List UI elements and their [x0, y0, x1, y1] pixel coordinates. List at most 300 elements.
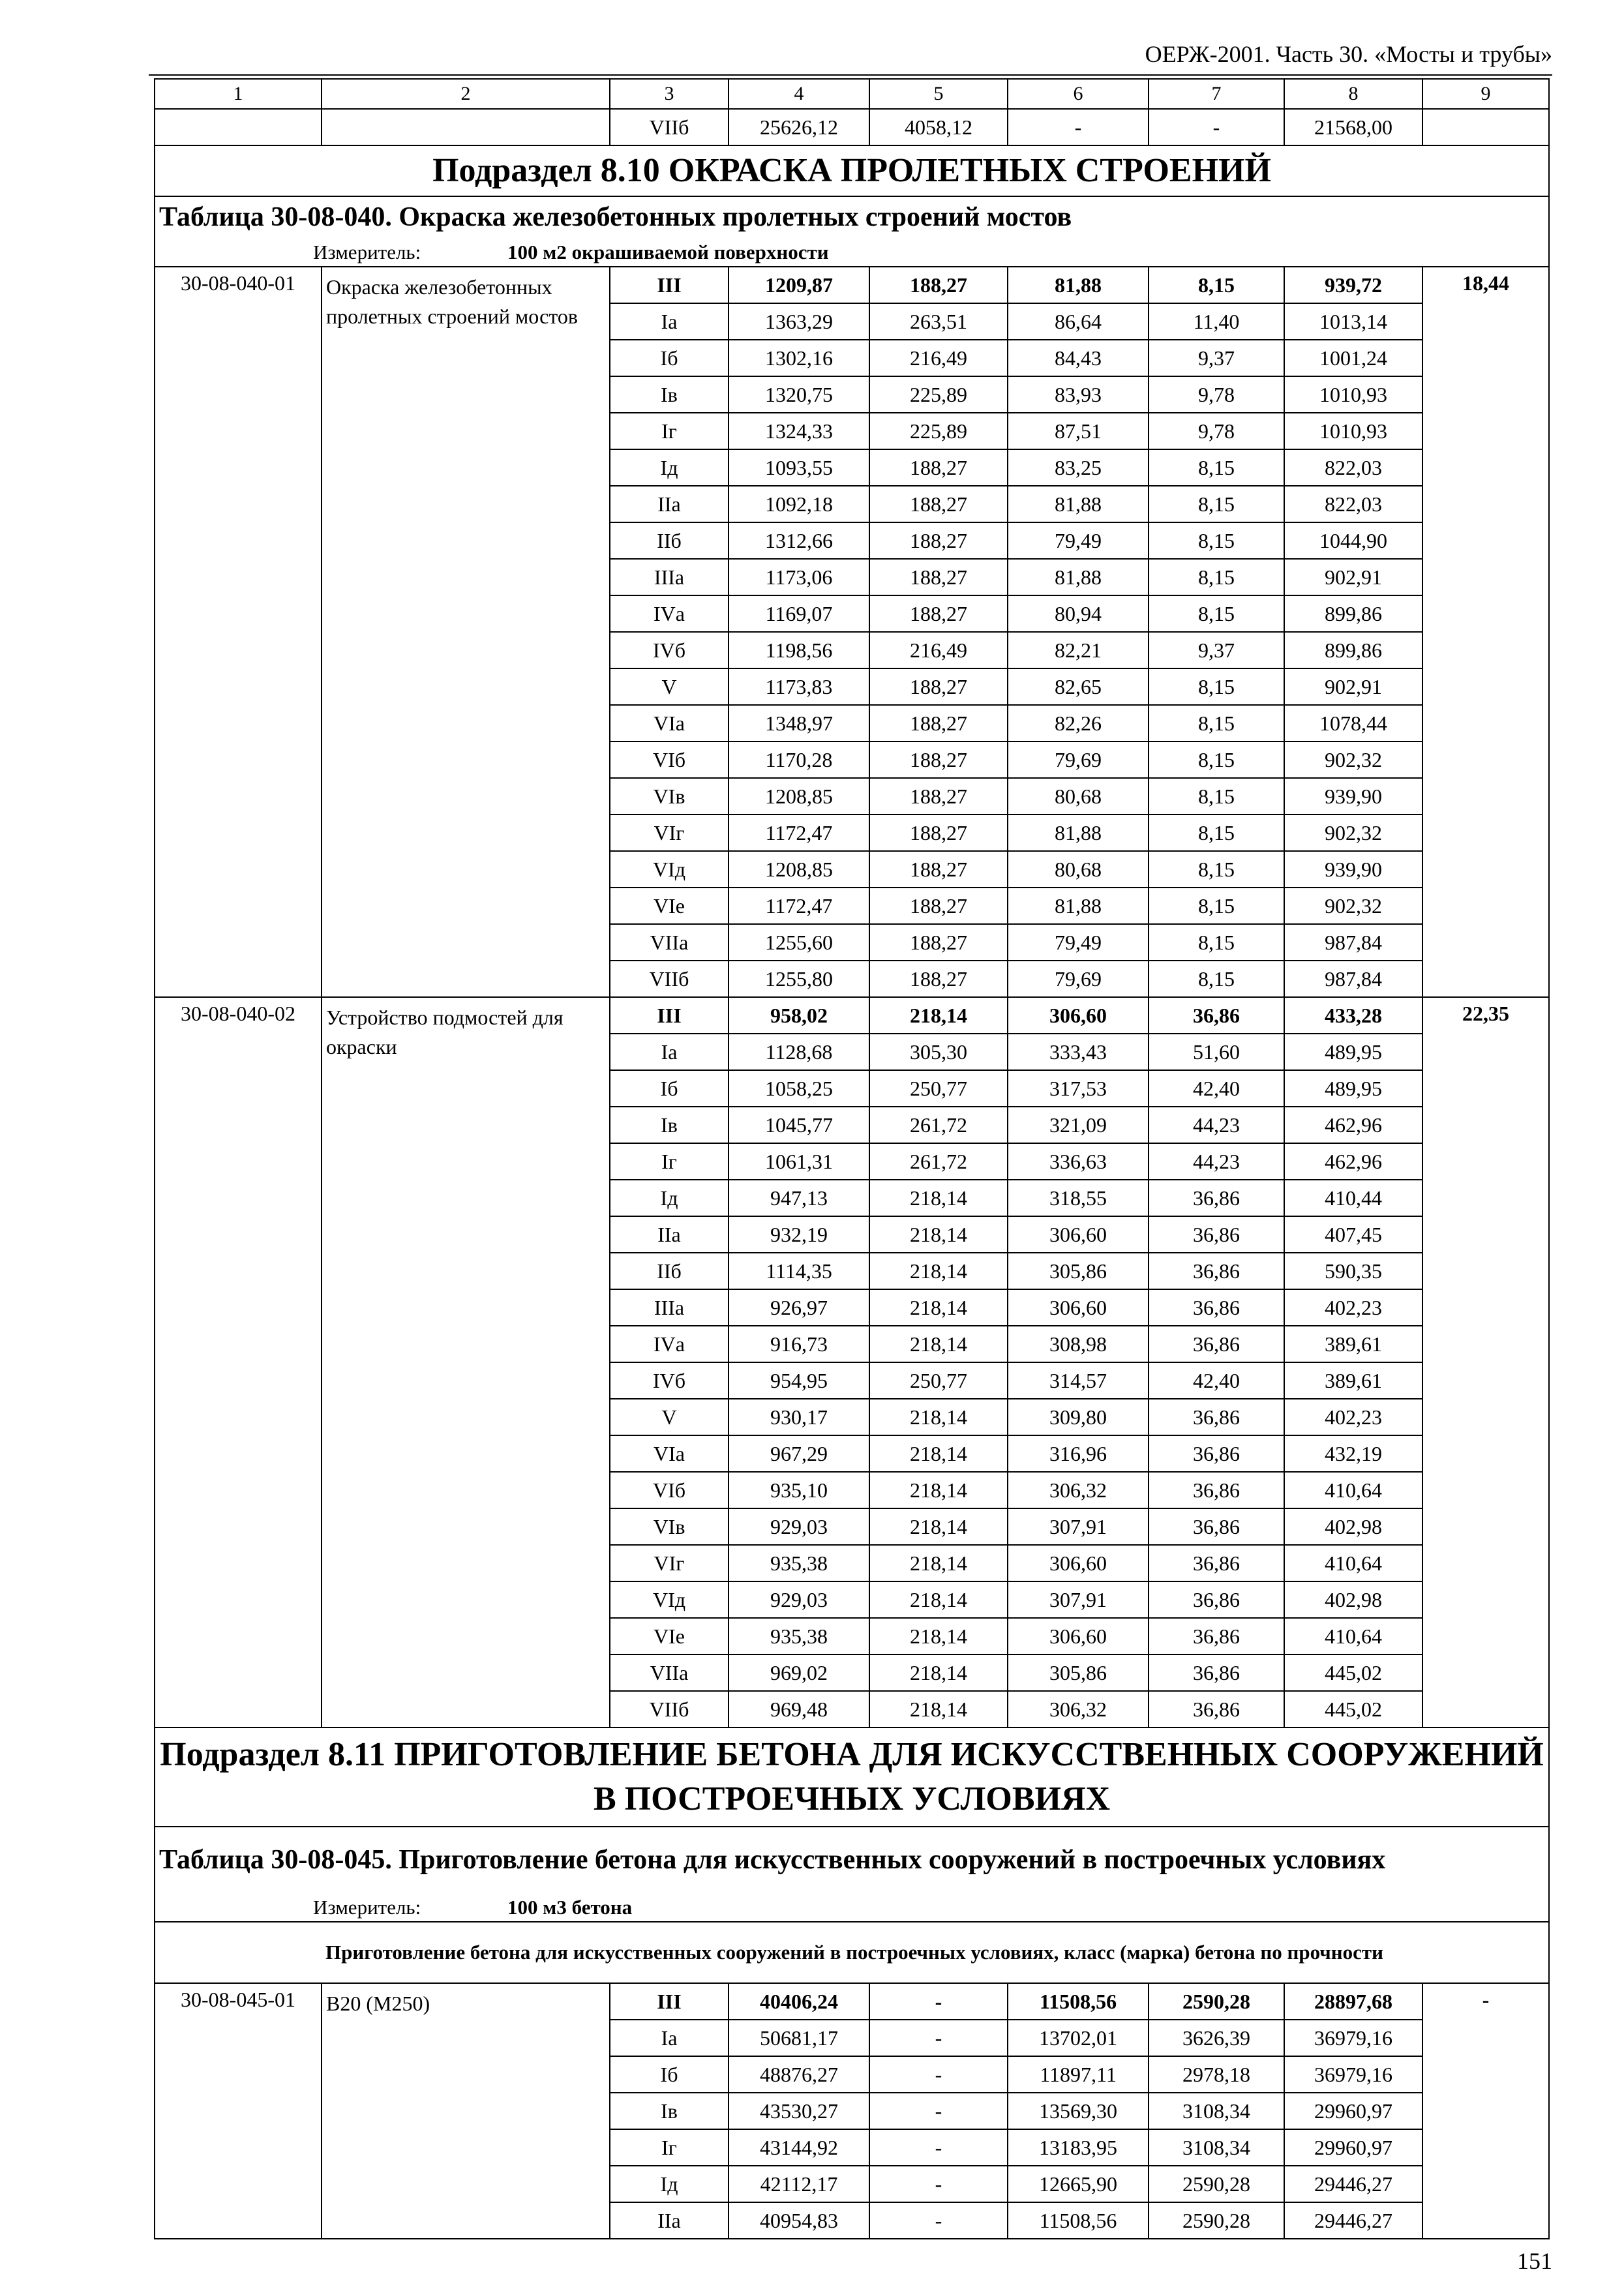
- value-cell: 305,86: [1008, 1253, 1149, 1289]
- value-cell: -: [869, 2166, 1008, 2202]
- value-cell: 1255,60: [729, 924, 869, 961]
- value-cell: 307,91: [1008, 1581, 1149, 1618]
- value-cell: 987,84: [1284, 924, 1422, 961]
- column-number: 1: [155, 79, 322, 109]
- value-cell: 926,97: [729, 1289, 869, 1326]
- value-cell: 36,86: [1149, 1508, 1284, 1545]
- value-cell: 188,27: [869, 778, 1008, 815]
- value-cell: 218,14: [869, 1289, 1008, 1326]
- value-cell: 822,03: [1284, 486, 1422, 522]
- value-cell: 188,27: [869, 705, 1008, 741]
- zone-cell: VIб: [610, 1472, 729, 1508]
- value-cell: 218,14: [869, 1654, 1008, 1691]
- value-cell: -: [869, 2056, 1008, 2093]
- value-cell: 318,55: [1008, 1180, 1149, 1216]
- value-cell: 83,25: [1008, 449, 1149, 486]
- value-cell: 216,49: [869, 340, 1008, 376]
- zone-cell: III: [610, 997, 729, 1034]
- value-cell: 987,84: [1284, 961, 1422, 997]
- value-cell: 36979,16: [1284, 2020, 1422, 2056]
- zone-cell: IIб: [610, 522, 729, 559]
- value-cell: 306,60: [1008, 1216, 1149, 1253]
- value-cell: 306,60: [1008, 997, 1149, 1034]
- column-number: 2: [322, 79, 610, 109]
- value-cell: 218,14: [869, 997, 1008, 1034]
- measure-cell: [155, 1893, 1549, 1922]
- value-cell: 8,15: [1149, 668, 1284, 705]
- value-cell: 1208,85: [729, 778, 869, 815]
- value-cell: 2590,28: [1149, 2166, 1284, 2202]
- value-cell: 84,43: [1008, 340, 1149, 376]
- value-cell: 40406,24: [729, 1983, 869, 2020]
- value-cell: 86,64: [1008, 303, 1149, 340]
- zone-cell: VIб: [610, 741, 729, 778]
- value-cell: 9,37: [1149, 632, 1284, 668]
- value-cell: 3626,39: [1149, 2020, 1284, 2056]
- value-cell: 967,29: [729, 1435, 869, 1472]
- value-cell: 4058,12: [869, 109, 1008, 145]
- value-cell: 51,60: [1149, 1034, 1284, 1070]
- value-cell: 333,43: [1008, 1034, 1149, 1070]
- value-cell: 36,86: [1149, 1326, 1284, 1362]
- value-cell: 218,14: [869, 1581, 1008, 1618]
- value-cell: 3108,34: [1149, 2093, 1284, 2129]
- value-cell: 935,38: [729, 1618, 869, 1654]
- zone-cell: Iг: [610, 2129, 729, 2166]
- zone-cell: IIа: [610, 1216, 729, 1253]
- value-cell: 42,40: [1149, 1070, 1284, 1107]
- value-cell: 36,86: [1149, 1691, 1284, 1728]
- value-cell: 902,32: [1284, 815, 1422, 851]
- value-cell: 306,60: [1008, 1618, 1149, 1654]
- value-cell: 1173,06: [729, 559, 869, 595]
- value-cell: 389,61: [1284, 1362, 1422, 1399]
- zone-cell: VIIа: [610, 1654, 729, 1691]
- value-cell: 80,94: [1008, 595, 1149, 632]
- value-cell: 188,27: [869, 595, 1008, 632]
- value-cell: 462,96: [1284, 1107, 1422, 1143]
- value-cell: 42,40: [1149, 1362, 1284, 1399]
- value-cell: 36,86: [1149, 997, 1284, 1034]
- zone-cell: IIIа: [610, 1289, 729, 1326]
- value-cell: 8,15: [1149, 267, 1284, 303]
- value-cell: 36,86: [1149, 1654, 1284, 1691]
- value-cell: 958,02: [729, 997, 869, 1034]
- value-cell: 8,15: [1149, 815, 1284, 851]
- price-table: [154, 78, 1550, 2239]
- value-cell: 218,14: [869, 1691, 1008, 1728]
- zone-cell: IIб: [610, 1253, 729, 1289]
- value-cell: 306,32: [1008, 1691, 1149, 1728]
- measure-row: [155, 237, 1549, 267]
- zone-cell: VIд: [610, 1581, 729, 1618]
- item-description: В20 (М250): [322, 1983, 610, 2239]
- value-cell: 489,95: [1284, 1034, 1422, 1070]
- zone-cell: Iд: [610, 1180, 729, 1216]
- value-cell: 306,32: [1008, 1472, 1149, 1508]
- value-cell: 8,15: [1149, 888, 1284, 924]
- measure-label: Измеритель:: [313, 1895, 421, 1919]
- value-cell: 36,86: [1149, 1180, 1284, 1216]
- zone-cell: VIе: [610, 888, 729, 924]
- value-cell: 314,57: [1008, 1362, 1149, 1399]
- value-cell: 916,73: [729, 1326, 869, 1362]
- value-cell: 13183,95: [1008, 2129, 1149, 2166]
- value-cell: 82,65: [1008, 668, 1149, 705]
- table-title-row: [155, 1827, 1549, 1893]
- value-cell: 1312,66: [729, 522, 869, 559]
- header-rule: [149, 74, 1552, 76]
- zone-cell: VIIб: [610, 109, 729, 145]
- value-cell: -: [1008, 109, 1149, 145]
- value-cell: 307,91: [1008, 1508, 1149, 1545]
- zone-cell: IIIа: [610, 559, 729, 595]
- value-cell: 8,15: [1149, 924, 1284, 961]
- value-cell: 13569,30: [1008, 2093, 1149, 2129]
- value-cell: 969,48: [729, 1691, 869, 1728]
- zone-cell: Iв: [610, 376, 729, 413]
- item-extra: 22,35: [1422, 997, 1549, 1728]
- item-description: Окраска железобетонных пролетных строений мостов: [322, 267, 610, 997]
- carry-row: [155, 109, 1549, 145]
- value-cell: 81,88: [1008, 559, 1149, 595]
- value-cell: 316,96: [1008, 1435, 1149, 1472]
- value-cell: 40954,83: [729, 2202, 869, 2239]
- value-cell: 930,17: [729, 1399, 869, 1435]
- value-cell: 1172,47: [729, 815, 869, 851]
- value-cell: 218,14: [869, 1326, 1008, 1362]
- value-cell: 80,68: [1008, 778, 1149, 815]
- caption-row: [155, 1922, 1549, 1983]
- value-cell: 250,77: [869, 1362, 1008, 1399]
- value-cell: 8,15: [1149, 559, 1284, 595]
- zone-cell: V: [610, 668, 729, 705]
- value-cell: 1010,93: [1284, 376, 1422, 413]
- description-cell: [322, 109, 610, 145]
- column-number: 4: [729, 79, 869, 109]
- zone-cell: VIа: [610, 705, 729, 741]
- zone-cell: VIIб: [610, 961, 729, 997]
- value-cell: 188,27: [869, 486, 1008, 522]
- value-cell: 188,27: [869, 267, 1008, 303]
- value-cell: 899,86: [1284, 632, 1422, 668]
- value-cell: 218,14: [869, 1180, 1008, 1216]
- value-cell: 432,19: [1284, 1435, 1422, 1472]
- zone-cell: Iв: [610, 1107, 729, 1143]
- value-cell: 188,27: [869, 924, 1008, 961]
- extra-cell: [1422, 109, 1549, 145]
- value-cell: 462,96: [1284, 1143, 1422, 1180]
- value-cell: 8,15: [1149, 522, 1284, 559]
- value-cell: 305,30: [869, 1034, 1008, 1070]
- value-cell: 305,86: [1008, 1654, 1149, 1691]
- value-cell: 188,27: [869, 668, 1008, 705]
- value-cell: 8,15: [1149, 595, 1284, 632]
- value-cell: 8,15: [1149, 705, 1284, 741]
- value-cell: 1044,90: [1284, 522, 1422, 559]
- caption-spacer: [155, 1922, 322, 1983]
- value-cell: 1128,68: [729, 1034, 869, 1070]
- value-cell: 80,68: [1008, 851, 1149, 888]
- zone-cell: VIг: [610, 1545, 729, 1581]
- value-cell: 79,49: [1008, 924, 1149, 961]
- value-cell: 1320,75: [729, 376, 869, 413]
- zone-cell: IIа: [610, 486, 729, 522]
- value-cell: 899,86: [1284, 595, 1422, 632]
- value-cell: 1001,24: [1284, 340, 1422, 376]
- value-cell: 402,98: [1284, 1508, 1422, 1545]
- column-number: 9: [1422, 79, 1549, 109]
- value-cell: 939,90: [1284, 778, 1422, 815]
- value-cell: 11508,56: [1008, 2202, 1149, 2239]
- value-cell: 1061,31: [729, 1143, 869, 1180]
- zone-cell: IVа: [610, 1326, 729, 1362]
- value-cell: 218,14: [869, 1472, 1008, 1508]
- zone-cell: VIа: [610, 1435, 729, 1472]
- value-cell: 218,14: [869, 1545, 1008, 1581]
- value-cell: 36,86: [1149, 1216, 1284, 1253]
- column-number-row: [155, 79, 1549, 109]
- value-cell: 261,72: [869, 1107, 1008, 1143]
- value-cell: 218,14: [869, 1435, 1008, 1472]
- value-cell: 1172,47: [729, 888, 869, 924]
- value-cell: 36979,16: [1284, 2056, 1422, 2093]
- zone-cell: Iб: [610, 340, 729, 376]
- value-cell: 43144,92: [729, 2129, 869, 2166]
- zone-cell: IVб: [610, 1362, 729, 1399]
- value-cell: 308,98: [1008, 1326, 1149, 1362]
- value-cell: 2590,28: [1149, 2202, 1284, 2239]
- zone-cell: IVа: [610, 595, 729, 632]
- value-cell: 188,27: [869, 815, 1008, 851]
- value-cell: 317,53: [1008, 1070, 1149, 1107]
- value-cell: 1170,28: [729, 741, 869, 778]
- value-cell: 36,86: [1149, 1618, 1284, 1654]
- value-cell: -: [1149, 109, 1284, 145]
- column-number: 5: [869, 79, 1008, 109]
- value-cell: 87,51: [1008, 413, 1149, 449]
- value-cell: 216,49: [869, 632, 1008, 668]
- table-row: [155, 997, 1549, 1034]
- value-cell: 11,40: [1149, 303, 1284, 340]
- value-cell: 25626,12: [729, 109, 869, 145]
- zone-cell: Iб: [610, 2056, 729, 2093]
- subsection-title: Подраздел 8.11 ПРИГОТОВЛЕНИЕ БЕТОНА ДЛЯ ИСКУССТВЕННЫХ СООРУЖЕНИЙ В ПОСТРОЕЧНЫХ УСЛОВИЯХ: [155, 1728, 1549, 1827]
- value-cell: 218,14: [869, 1399, 1008, 1435]
- value-cell: -: [869, 2129, 1008, 2166]
- value-cell: 902,91: [1284, 559, 1422, 595]
- code-cell: [155, 109, 322, 145]
- value-cell: 29446,27: [1284, 2202, 1422, 2239]
- zone-cell: Iд: [610, 449, 729, 486]
- value-cell: 218,14: [869, 1618, 1008, 1654]
- zone-cell: IIа: [610, 2202, 729, 2239]
- value-cell: 36,86: [1149, 1399, 1284, 1435]
- value-cell: 81,88: [1008, 815, 1149, 851]
- value-cell: 29446,27: [1284, 2166, 1422, 2202]
- value-cell: 13702,01: [1008, 2020, 1149, 2056]
- value-cell: 36,86: [1149, 1435, 1284, 1472]
- value-cell: 1092,18: [729, 486, 869, 522]
- table-title-row: [155, 196, 1549, 237]
- value-cell: 1208,85: [729, 851, 869, 888]
- value-cell: 410,64: [1284, 1472, 1422, 1508]
- column-number: 6: [1008, 79, 1149, 109]
- value-cell: 947,13: [729, 1180, 869, 1216]
- value-cell: 935,38: [729, 1545, 869, 1581]
- value-cell: 36,86: [1149, 1581, 1284, 1618]
- value-cell: 489,95: [1284, 1070, 1422, 1107]
- value-cell: 218,14: [869, 1253, 1008, 1289]
- value-cell: 1363,29: [729, 303, 869, 340]
- zone-cell: Iв: [610, 2093, 729, 2129]
- value-cell: 410,44: [1284, 1180, 1422, 1216]
- value-cell: 1045,77: [729, 1107, 869, 1143]
- value-cell: 29960,97: [1284, 2093, 1422, 2129]
- value-cell: 81,88: [1008, 267, 1149, 303]
- measure-row: [155, 1893, 1549, 1922]
- value-cell: 306,60: [1008, 1289, 1149, 1326]
- table-row: [155, 267, 1549, 303]
- value-cell: 935,10: [729, 1472, 869, 1508]
- item-code: 30-08-040-01: [155, 267, 322, 997]
- value-cell: 263,51: [869, 303, 1008, 340]
- value-cell: 902,32: [1284, 741, 1422, 778]
- value-cell: 410,64: [1284, 1618, 1422, 1654]
- zone-cell: VIв: [610, 1508, 729, 1545]
- zone-cell: VIв: [610, 778, 729, 815]
- value-cell: 8,15: [1149, 449, 1284, 486]
- value-cell: 8,15: [1149, 486, 1284, 522]
- zone-cell: Iа: [610, 303, 729, 340]
- value-cell: 969,02: [729, 1654, 869, 1691]
- zone-cell: VIе: [610, 1618, 729, 1654]
- value-cell: 28897,68: [1284, 1983, 1422, 2020]
- value-cell: 389,61: [1284, 1326, 1422, 1362]
- zone-cell: III: [610, 267, 729, 303]
- value-cell: -: [869, 2093, 1008, 2129]
- value-cell: 81,88: [1008, 888, 1149, 924]
- value-cell: 2590,28: [1149, 1983, 1284, 2020]
- value-cell: 29960,97: [1284, 2129, 1422, 2166]
- value-cell: 1114,35: [729, 1253, 869, 1289]
- subsection-row: [155, 145, 1549, 196]
- value-cell: 321,09: [1008, 1107, 1149, 1143]
- value-cell: 1078,44: [1284, 705, 1422, 741]
- value-cell: 188,27: [869, 888, 1008, 924]
- page-number: 151: [1517, 2248, 1552, 2274]
- value-cell: 1013,14: [1284, 303, 1422, 340]
- value-cell: 79,49: [1008, 522, 1149, 559]
- page-header: ОЕРЖ-2001. Часть 30. «Мосты и трубы»: [1145, 41, 1552, 67]
- zone-cell: VIг: [610, 815, 729, 851]
- value-cell: 1010,93: [1284, 413, 1422, 449]
- value-cell: 44,23: [1149, 1143, 1284, 1180]
- value-cell: 445,02: [1284, 1691, 1422, 1728]
- value-cell: 902,32: [1284, 888, 1422, 924]
- item-extra: 18,44: [1422, 267, 1549, 997]
- zone-cell: III: [610, 1983, 729, 2020]
- value-cell: 402,23: [1284, 1289, 1422, 1326]
- column-number: 3: [610, 79, 729, 109]
- value-cell: 336,63: [1008, 1143, 1149, 1180]
- zone-cell: Iд: [610, 2166, 729, 2202]
- value-cell: -: [869, 2020, 1008, 2056]
- zone-cell: VIIб: [610, 1691, 729, 1728]
- value-cell: 82,21: [1008, 632, 1149, 668]
- table-title: Таблица 30-08-045. Приготовление бетона для искусственных сооружений в построечных условиях: [155, 1827, 1549, 1893]
- value-cell: 902,91: [1284, 668, 1422, 705]
- value-cell: 9,37: [1149, 340, 1284, 376]
- value-cell: 1169,07: [729, 595, 869, 632]
- value-cell: 1058,25: [729, 1070, 869, 1107]
- value-cell: 929,03: [729, 1508, 869, 1545]
- item-extra: -: [1422, 1983, 1549, 2239]
- zone-cell: V: [610, 1399, 729, 1435]
- table-row: [155, 1983, 1549, 2020]
- value-cell: 81,88: [1008, 486, 1149, 522]
- value-cell: 822,03: [1284, 449, 1422, 486]
- value-cell: 218,14: [869, 1508, 1008, 1545]
- value-cell: 9,78: [1149, 413, 1284, 449]
- value-cell: 188,27: [869, 522, 1008, 559]
- value-cell: 250,77: [869, 1070, 1008, 1107]
- value-cell: 1324,33: [729, 413, 869, 449]
- value-cell: 218,14: [869, 1216, 1008, 1253]
- value-cell: 188,27: [869, 741, 1008, 778]
- value-cell: 932,19: [729, 1216, 869, 1253]
- table-title: Таблица 30-08-040. Окраска железобетонных пролетных строений мостов: [155, 196, 1549, 237]
- value-cell: 188,27: [869, 559, 1008, 595]
- zone-cell: VIIа: [610, 924, 729, 961]
- value-cell: 1173,83: [729, 668, 869, 705]
- measure-cell: [155, 237, 1549, 267]
- zone-cell: Iа: [610, 1034, 729, 1070]
- value-cell: 3108,34: [1149, 2129, 1284, 2166]
- value-cell: 225,89: [869, 376, 1008, 413]
- value-cell: -: [869, 2202, 1008, 2239]
- value-cell: 188,27: [869, 449, 1008, 486]
- value-cell: 8,15: [1149, 778, 1284, 815]
- value-cell: 306,60: [1008, 1545, 1149, 1581]
- value-cell: 79,69: [1008, 961, 1149, 997]
- zone-cell: IVб: [610, 632, 729, 668]
- value-cell: 11508,56: [1008, 1983, 1149, 2020]
- item-code: 30-08-040-02: [155, 997, 322, 1728]
- value-cell: 1348,97: [729, 705, 869, 741]
- table-caption: Приготовление бетона для искусственных сооружений в построечных условиях, класс (марка) бетона по прочности: [322, 1922, 1549, 1983]
- value-cell: 1209,87: [729, 267, 869, 303]
- value-cell: 309,80: [1008, 1399, 1149, 1435]
- measure-label: Измеритель:: [313, 240, 421, 263]
- value-cell: 954,95: [729, 1362, 869, 1399]
- subsection-row: [155, 1728, 1549, 1827]
- value-cell: 188,27: [869, 851, 1008, 888]
- value-cell: 1255,80: [729, 961, 869, 997]
- value-cell: 1302,16: [729, 340, 869, 376]
- value-cell: 44,23: [1149, 1107, 1284, 1143]
- value-cell: 36,86: [1149, 1253, 1284, 1289]
- zone-cell: Iг: [610, 413, 729, 449]
- value-cell: 43530,27: [729, 2093, 869, 2129]
- value-cell: 188,27: [869, 961, 1008, 997]
- value-cell: 402,98: [1284, 1581, 1422, 1618]
- value-cell: 79,69: [1008, 741, 1149, 778]
- value-cell: 42112,17: [729, 2166, 869, 2202]
- value-cell: 50681,17: [729, 2020, 869, 2056]
- value-cell: 21568,00: [1284, 109, 1422, 145]
- column-number: 7: [1149, 79, 1284, 109]
